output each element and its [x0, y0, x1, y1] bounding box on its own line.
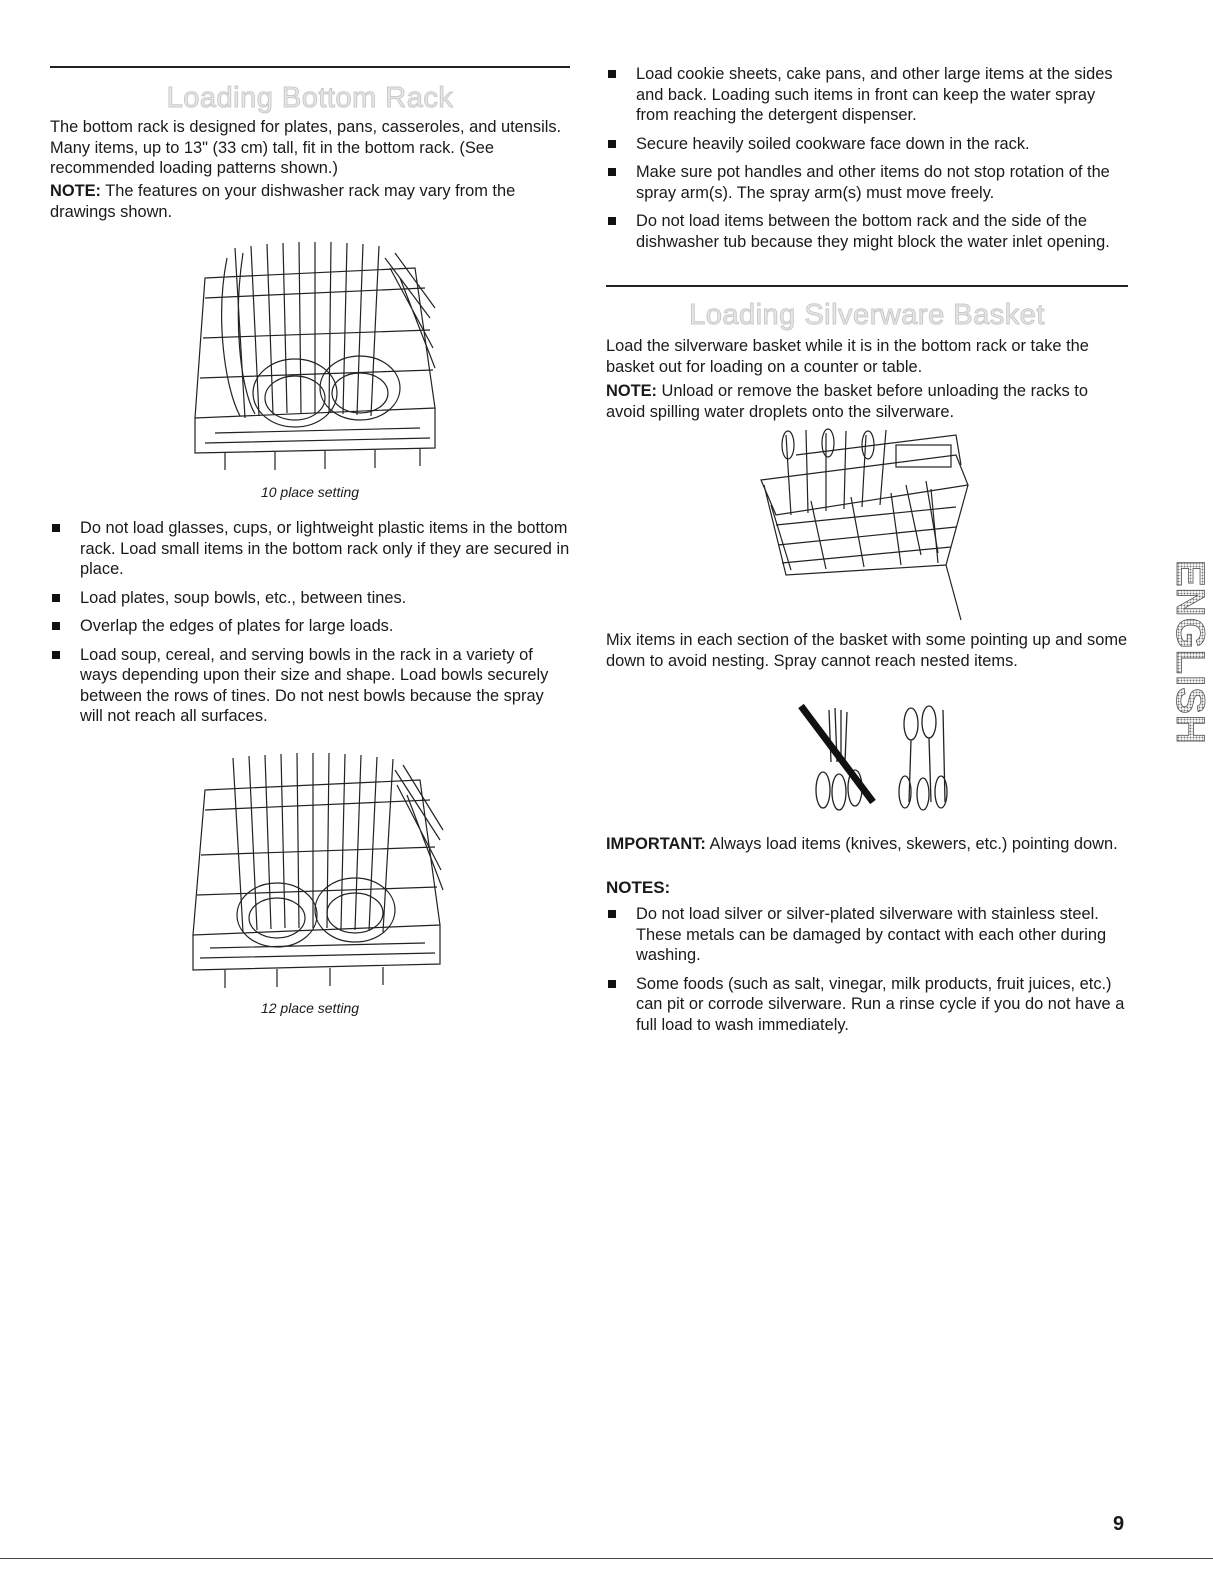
silverware-basket-illustration [756, 425, 986, 620]
cross-out-icon [801, 706, 873, 802]
bottom-rack-bullets-continued [606, 64, 1128, 260]
important-label: IMPORTANT: [606, 835, 706, 853]
notes-title: NOTES: [606, 878, 671, 897]
bottom-rack-intro: The bottom rack is designed for plates, pans, casseroles, and utensils. Many items, up to 13" (33 cm) tall, fit in the bottom rack. (See recommended loading patterns shown.) [50, 118, 562, 177]
bullet-square-icon [608, 70, 616, 78]
section-rule [606, 285, 1128, 287]
notes-list [606, 904, 1128, 1043]
dish-rack-10-place-illustration [185, 238, 445, 473]
dish-rack-12-place-illustration [185, 750, 450, 990]
caption-12-place-setting: 12 place setting [260, 1000, 360, 1016]
bullet-square-icon [608, 910, 616, 918]
bullet-square-icon [608, 168, 616, 176]
silverware-intro: Load the silverware basket while it is in the bottom rack or take the basket out for loading on a counter or table. [606, 337, 1089, 376]
section-heading-bottom-rack: Loading Bottom Rack [166, 82, 454, 114]
list-item: Do not load glasses, cups, or lightweight plastic items in the bottom rack. Load small items in the bottom rack only if they are secured in place. [50, 518, 570, 580]
list-item: Secure heavily soiled cookware face down in the rack. [606, 134, 1128, 155]
bullet-square-icon [52, 524, 60, 532]
list-item: Do not load items between the bottom rack and the side of the dishwasher tub because they might block the water inlet opening. [606, 211, 1128, 252]
list-item: Load soup, cereal, and serving bowls in the rack in a variety of ways depending upon their size and shape. Load bowls securely between the rows of tines. Do not nest bowls because the spray will not reach all surfaces. [50, 645, 570, 727]
bottom-rack-bullets [50, 518, 570, 735]
note-label: NOTE: [606, 382, 657, 400]
bullet-square-icon [52, 594, 60, 602]
side-tab-label: ENGLISH [1168, 560, 1212, 745]
bullet-square-icon [52, 651, 60, 659]
mix-items-text: Mix items in each section of the basket with some pointing up and some down to avoid nesting. Spray cannot reach nested items. [606, 631, 1128, 670]
bullet-square-icon [608, 140, 616, 148]
caption-10-place-setting: 10 place setting [260, 484, 360, 500]
important-text: IMPORTANT: Always load items (knives, skewers, etc.) pointing down. [606, 835, 1118, 853]
section-rule [50, 66, 570, 68]
section-heading-silverware-basket: Loading Silverware Basket [689, 299, 1045, 331]
bullet-square-icon [608, 980, 616, 988]
note-text: Unload or remove the basket before unloading the racks to avoid spilling water droplets onto the silverware. [606, 382, 1088, 421]
silverware-note [606, 381, 1128, 422]
page-bottom-rule [0, 1558, 1213, 1559]
language-side-tab [1152, 560, 1212, 792]
note-text: The features on your dishwasher rack may vary from the drawings shown. [50, 182, 516, 221]
note-label: NOTE: [50, 182, 101, 200]
list-item: Overlap the edges of plates for large loads. [50, 616, 570, 637]
bottom-rack-note [50, 181, 570, 222]
page-number: 9 [1113, 1513, 1125, 1535]
list-item: Load plates, soup bowls, etc., between tines. [50, 588, 570, 609]
list-item: Some foods (such as salt, vinegar, milk products, fruit juices, etc.) can pit or corrode silverware. Run a rinse cycle if you do not have a full load to wash immediately. [606, 974, 1128, 1036]
list-item: Do not load silver or silver-plated silverware with stainless steel. These metals can be damaged by contact with each other during washing. [606, 904, 1128, 966]
bullet-square-icon [608, 217, 616, 225]
silverware-orientation-illustration [801, 702, 961, 817]
list-item: Load cookie sheets, cake pans, and other large items at the sides and back. Loading such items in front can keep the water spray from reaching the detergent dispenser. [606, 64, 1128, 126]
bullet-square-icon [52, 622, 60, 630]
list-item: Make sure pot handles and other items do not stop rotation of the spray arm(s). The spray arm(s) must move freely. [606, 162, 1128, 203]
